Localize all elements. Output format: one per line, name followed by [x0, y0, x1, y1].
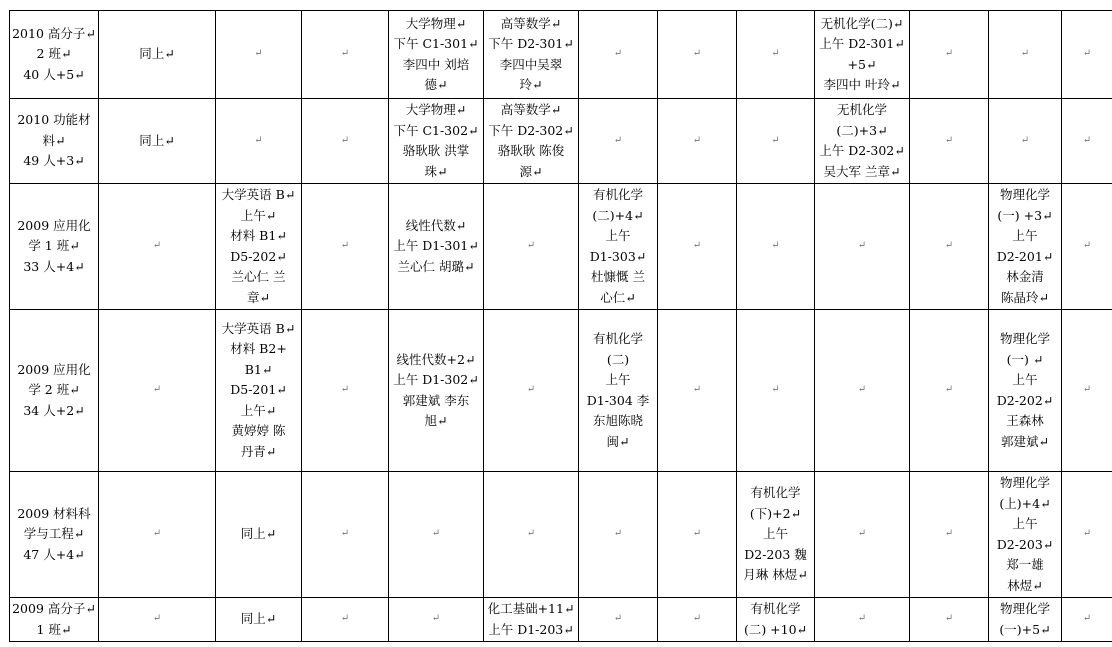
schedule-cell — [389, 99, 484, 184]
schedule-cell — [737, 99, 815, 184]
cell-text-line: 月琳 林煜↵ — [743, 567, 808, 583]
cell-text-line: D2-203 魏 — [744, 546, 807, 562]
schedule-row — [10, 598, 1112, 642]
cell-text-line: D2-203↵ — [996, 536, 1054, 552]
cell-text-line: 闽↵ — [606, 433, 630, 449]
schedule-cell — [579, 472, 658, 598]
cell-text-line: 2009 高分子↵ — [12, 601, 96, 616]
cell-text-line: 珠↵ — [424, 163, 448, 179]
cell-text-line: 49 人+3↵ — [23, 153, 85, 169]
cell-text-line: ↵ — [944, 134, 954, 146]
cell-text-line: 高等数学↵ — [500, 102, 562, 117]
cell-text-line: 材料 B2+ — [230, 341, 287, 357]
cell-text-line: 线性代数↵ — [405, 217, 467, 233]
cell-text-line: 2009 材料科 — [17, 505, 91, 521]
schedule-cell — [216, 310, 302, 472]
schedule-cell — [579, 310, 658, 472]
cell-text-line: 上午 D1-302↵ — [393, 372, 479, 387]
schedule-cell — [815, 11, 910, 99]
schedule-cell — [579, 99, 658, 184]
cell-text-line: 同上↵ — [240, 526, 277, 542]
schedule-cell — [910, 472, 989, 598]
cell-text-line: ↵ — [340, 384, 350, 396]
cell-text-line: ↵ — [857, 384, 867, 396]
cell-text-line: 上午 — [1012, 228, 1038, 243]
cell-text-line: ↵ — [254, 134, 263, 146]
cell-text-line: 物理化学 — [999, 187, 1050, 202]
cell-text-line: 有机化学 — [750, 485, 801, 501]
schedule-cell — [910, 310, 989, 472]
cell-text-line: 下午 D2-301↵ — [488, 36, 574, 51]
cell-text-line: 兰心仁 兰 — [231, 269, 286, 284]
schedule-cell — [1062, 184, 1112, 310]
schedule-row — [10, 472, 1112, 598]
cell-text-line: 章↵ — [247, 289, 270, 305]
cell-text-line: 2009 应用化 — [17, 361, 91, 377]
cell-text-line: 上午 D2-301↵ — [819, 36, 905, 51]
schedule-cell — [484, 11, 579, 99]
cell-text-line: 上午 D2-302↵ — [819, 143, 905, 158]
cell-text-line: 上午 — [605, 372, 631, 387]
cell-text-line: 33 人+4↵ — [23, 258, 85, 274]
cell-text-line: 郑一雄 — [1006, 557, 1044, 572]
cell-text-line: ↵ — [340, 240, 350, 252]
schedule-cell — [389, 472, 484, 598]
schedule-row — [10, 184, 1112, 310]
schedule-cell — [216, 99, 302, 184]
cell-text-line: D1-304 李 — [586, 392, 650, 408]
cell-text-line: 物理化学 — [999, 601, 1050, 616]
schedule-cell — [579, 11, 658, 99]
cell-text-line: 有机化学 — [750, 601, 801, 616]
schedule-cell — [216, 598, 302, 642]
cell-text-line: ↵ — [1082, 384, 1092, 396]
cell-text-line: 兰心仁 胡璐↵ — [397, 258, 475, 274]
schedule-cell — [302, 472, 389, 598]
cell-text-line: 无机化学(二)↵ — [820, 15, 904, 31]
cell-text-line: D5-201↵ — [230, 382, 287, 398]
cell-text-line: ↵ — [613, 528, 623, 540]
cell-text-line: 王森林 — [1006, 413, 1044, 428]
cell-text-line: ↵ — [254, 48, 263, 60]
cell-text-line: 吴大军 兰章↵ — [823, 163, 901, 179]
cell-text-line: 物理化学 — [999, 475, 1050, 490]
schedule-cell — [989, 310, 1062, 472]
schedule-cell — [658, 310, 737, 472]
schedule-cell — [484, 99, 579, 184]
cell-text-line: 上午 — [605, 228, 631, 243]
cell-text-line: 下午 C1-302↵ — [393, 122, 479, 138]
cell-text-line: ↵ — [152, 384, 162, 396]
schedule-table — [9, 10, 1112, 642]
cell-text-line: ↵ — [152, 240, 162, 252]
schedule-cell — [1062, 598, 1112, 642]
cell-text-line: ↵ — [431, 528, 441, 540]
cell-text-line: ↵ — [857, 528, 867, 540]
schedule-cell — [658, 472, 737, 598]
cell-text-line: 大学英语 B↵ — [221, 187, 296, 202]
cell-text-line: ↵ — [340, 134, 350, 146]
schedule-cell — [484, 598, 579, 642]
schedule-cell — [484, 472, 579, 598]
schedule-cell — [302, 310, 389, 472]
cell-text-line: ↵ — [771, 384, 780, 396]
cell-text-line: ↵ — [1082, 240, 1092, 252]
cell-text-line: 林煜↵ — [1007, 577, 1043, 593]
cell-text-line: (一)+5↵ — [999, 621, 1051, 637]
schedule-cell — [99, 11, 216, 99]
schedule-cell — [815, 184, 910, 310]
cell-text-line: 47 人+4↵ — [23, 546, 85, 562]
cell-text-line: ↵ — [771, 48, 780, 60]
cell-text-line: 源↵ — [519, 163, 543, 179]
cell-text-line: 2009 应用化 — [17, 217, 91, 233]
cell-text-line: 同上↵ — [240, 611, 277, 627]
cell-text-line: 李四中 刘培 — [402, 56, 470, 72]
schedule-cell — [389, 11, 484, 99]
schedule-cell — [815, 99, 910, 184]
cell-text-line: 上午 D1-203↵ — [488, 621, 574, 637]
cell-text-line: 学 2 班↵ — [28, 382, 80, 398]
cell-text-line: D5-202↵ — [230, 248, 287, 264]
cell-text-line: ↵ — [526, 384, 536, 396]
cell-text-line: B1↵ — [244, 361, 273, 377]
cell-text-line: ↵ — [526, 240, 536, 252]
cell-text-line: 上午 D1-301↵ — [393, 238, 479, 254]
cell-text-line: ↵ — [944, 528, 954, 540]
cell-text-line: ↵ — [692, 384, 702, 396]
cell-text-line: +5↵ — [847, 56, 877, 72]
cell-text-line: ↵ — [857, 240, 867, 252]
cell-text-line: 2010 高分子↵ — [12, 25, 96, 41]
schedule-cell — [302, 598, 389, 642]
cell-text-line: ↵ — [692, 134, 702, 146]
cell-text-line: 料↵ — [42, 132, 66, 148]
cell-text-line: ↵ — [1020, 134, 1030, 146]
schedule-cell — [99, 598, 216, 642]
schedule-cell — [216, 472, 302, 598]
cell-text-line: (二)+3↵ — [836, 122, 888, 138]
schedule-cell — [910, 184, 989, 310]
schedule-cell — [579, 184, 658, 310]
cell-text-line: 大学物理↵ — [405, 15, 467, 31]
cell-text-line: 同上↵ — [139, 132, 175, 148]
schedule-cell — [389, 184, 484, 310]
cell-text-line: ↵ — [1020, 48, 1030, 60]
cell-text-line: 东旭陈晓 — [592, 413, 643, 428]
cell-text-line: ↵ — [692, 48, 702, 60]
schedule-body — [10, 11, 1112, 642]
cell-text-line: 材料 B1↵ — [230, 228, 287, 243]
schedule-cell — [99, 472, 216, 598]
cell-text-line: 物理化学 — [999, 331, 1050, 346]
schedule-cell — [815, 598, 910, 642]
cell-text-line: 上午 — [1012, 516, 1038, 531]
cell-text-line: D2-201↵ — [996, 248, 1054, 264]
schedule-cell — [579, 598, 658, 642]
schedule-cell — [99, 99, 216, 184]
cell-text-line: 陈晶玲↵ — [1001, 289, 1049, 305]
cell-text-line: 旭↵ — [424, 413, 448, 428]
schedule-cell — [737, 184, 815, 310]
cell-text-line: ↵ — [944, 48, 954, 60]
cell-text-line: 上午 — [762, 526, 788, 542]
cell-text-line: 杜慷慨 兰 — [591, 269, 645, 284]
cell-text-line: 郭建斌 李东 — [402, 392, 470, 408]
schedule-cell — [737, 598, 815, 642]
cell-text-line: 德↵ — [424, 77, 448, 92]
cell-text-line: (上)+4↵ — [999, 495, 1051, 511]
cell-text-line: ↵ — [613, 48, 623, 60]
cell-text-line: 郭建斌↵ — [1001, 433, 1049, 449]
schedule-cell — [815, 310, 910, 472]
schedule-cell — [389, 598, 484, 642]
schedule-cell — [484, 184, 579, 310]
class-name-cell — [10, 99, 99, 184]
cell-text-line: (一) +3↵ — [997, 207, 1053, 223]
schedule-cell — [302, 184, 389, 310]
cell-text-line: ↵ — [944, 613, 954, 625]
cell-text-line: ↵ — [526, 528, 536, 540]
cell-text-line: ↵ — [771, 134, 780, 146]
schedule-cell — [910, 598, 989, 642]
schedule-row — [10, 99, 1112, 184]
schedule-cell — [1062, 310, 1112, 472]
class-name-cell — [10, 184, 99, 310]
cell-text-line: 无机化学 — [836, 102, 887, 117]
cell-text-line: (下)+2↵ — [749, 505, 802, 521]
cell-text-line: 线性代数+2↵ — [396, 351, 476, 367]
cell-text-line: 骆耿耿 陈俊 — [497, 143, 565, 158]
cell-text-line: ↵ — [340, 613, 350, 625]
class-name-cell — [10, 598, 99, 642]
cell-text-line: 李四中 叶玲↵ — [823, 77, 901, 92]
cell-text-line: ↵ — [613, 134, 623, 146]
schedule-cell — [1062, 472, 1112, 598]
schedule-cell — [216, 184, 302, 310]
cell-text-line: D1-303↵ — [589, 248, 647, 264]
schedule-cell — [989, 99, 1062, 184]
cell-text-line: 下午 D2-302↵ — [488, 122, 574, 138]
cell-text-line: ↵ — [771, 240, 780, 252]
cell-text-line: ↵ — [431, 613, 441, 625]
cell-text-line: ↵ — [857, 613, 867, 625]
cell-text-line: 40 人+5↵ — [23, 66, 85, 82]
cell-text-line: 同上↵ — [139, 46, 175, 62]
schedule-cell — [737, 472, 815, 598]
schedule-cell — [989, 11, 1062, 99]
schedule-cell — [1062, 99, 1112, 184]
cell-text-line: 上午 — [1012, 372, 1038, 387]
schedule-cell — [302, 99, 389, 184]
cell-text-line: (一) ↵ — [1006, 351, 1044, 367]
cell-text-line: 林金清 — [1006, 269, 1044, 284]
cell-text-line: ↵ — [340, 528, 350, 540]
schedule-cell — [737, 11, 815, 99]
cell-text-line: 大学英语 B↵ — [221, 320, 296, 336]
cell-text-line: ↵ — [1082, 48, 1092, 60]
cell-text-line: 化工基础+11↵ — [487, 601, 575, 616]
cell-text-line: ↵ — [692, 528, 702, 540]
schedule-row — [10, 11, 1112, 99]
schedule-cell — [99, 310, 216, 472]
schedule-cell — [658, 184, 737, 310]
cell-text-line: (二) — [606, 351, 630, 367]
schedule-cell — [1062, 11, 1112, 99]
class-name-cell — [10, 472, 99, 598]
cell-text-line: 学 1 班↵ — [28, 238, 80, 254]
schedule-cell — [737, 310, 815, 472]
cell-text-line: 玲↵ — [519, 77, 543, 92]
class-name-cell — [10, 11, 99, 99]
cell-text-line: 1 班↵ — [36, 621, 72, 637]
cell-text-line: (二)+4↵ — [592, 207, 644, 223]
schedule-cell — [99, 184, 216, 310]
schedule-cell — [484, 310, 579, 472]
cell-text-line: (二) +10↵ — [743, 621, 808, 637]
cell-text-line: 丹青↵ — [240, 443, 277, 459]
cell-text-line: 高等数学↵ — [500, 15, 562, 31]
cell-text-line: ↵ — [692, 240, 702, 252]
schedule-cell — [815, 472, 910, 598]
schedule-cell — [658, 11, 737, 99]
cell-text-line: ↵ — [152, 613, 162, 625]
cell-text-line: 李四中吴翠 — [499, 56, 563, 72]
cell-text-line: 大学物理↵ — [405, 102, 467, 117]
cell-text-line: ↵ — [944, 384, 954, 396]
schedule-cell — [910, 99, 989, 184]
cell-text-line: 2010 功能材 — [17, 112, 91, 128]
cell-text-line: ↵ — [692, 613, 702, 625]
cell-text-line: 有机化学 — [592, 331, 643, 346]
cell-text-line: 心仁↵ — [600, 289, 636, 305]
cell-text-line: ↵ — [152, 528, 162, 540]
cell-text-line: 上午↵ — [240, 207, 277, 223]
schedule-cell — [216, 11, 302, 99]
schedule-cell — [910, 11, 989, 99]
class-name-cell — [10, 310, 99, 472]
schedule-cell — [989, 184, 1062, 310]
cell-text-line: 34 人+2↵ — [23, 402, 85, 418]
cell-text-line: ↵ — [1082, 528, 1092, 540]
cell-text-line: 黄婷婷 陈 — [231, 423, 286, 439]
schedule-cell — [389, 310, 484, 472]
schedule-cell — [302, 11, 389, 99]
cell-text-line: ↵ — [1082, 134, 1092, 146]
schedule-cell — [658, 598, 737, 642]
schedule-cell — [989, 472, 1062, 598]
cell-text-line: 学与工程↵ — [23, 526, 85, 542]
cell-text-line: 2 班↵ — [36, 46, 72, 62]
cell-text-line: ↵ — [613, 613, 623, 625]
cell-text-line: ↵ — [1082, 613, 1092, 625]
schedule-cell — [989, 598, 1062, 642]
cell-text-line: ↵ — [340, 48, 350, 60]
schedule-row — [10, 310, 1112, 472]
cell-text-line: 有机化学 — [592, 187, 643, 202]
cell-text-line: 上午↵ — [240, 402, 277, 418]
cell-text-line: ↵ — [944, 240, 954, 252]
cell-text-line: D2-202↵ — [996, 392, 1054, 408]
cell-text-line: 下午 C1-301↵ — [393, 36, 479, 51]
schedule-cell — [658, 99, 737, 184]
cell-text-line: 骆耿耿 洪掌 — [402, 143, 470, 158]
